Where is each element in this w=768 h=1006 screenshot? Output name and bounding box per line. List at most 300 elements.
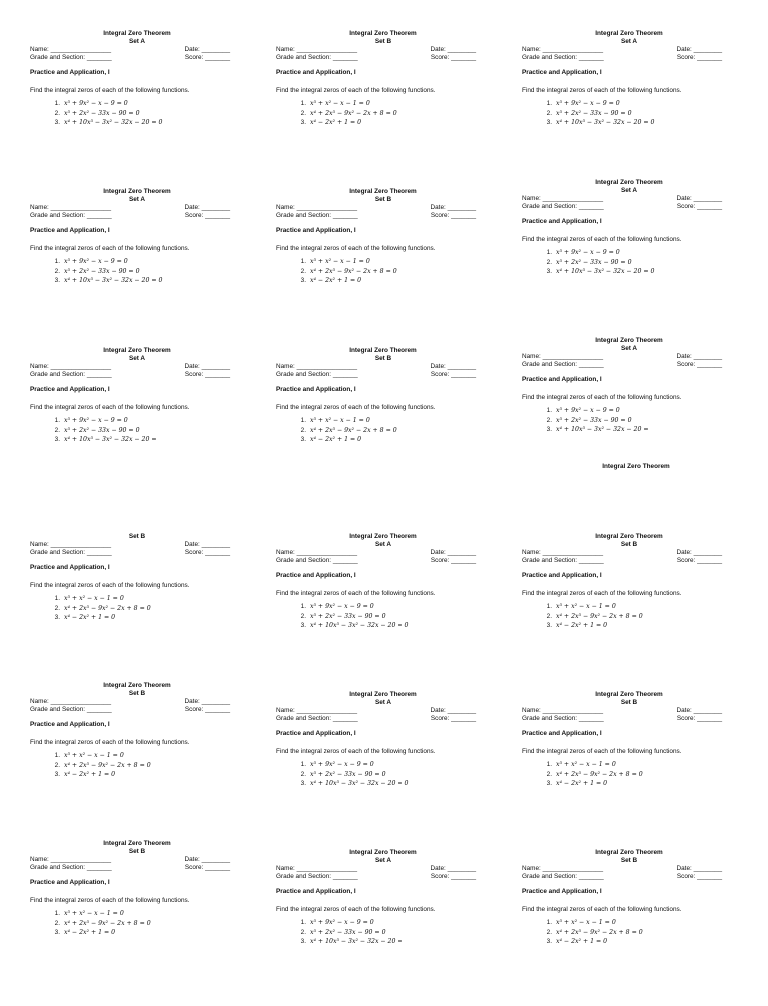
score-field: Score: _______ xyxy=(676,54,722,61)
worksheet xyxy=(276,533,476,631)
set-label: Set B xyxy=(374,355,392,362)
equation-list xyxy=(276,918,476,947)
equation-number: 3. xyxy=(546,938,552,945)
equation-text: x³ + 9x² − x − 9 = 0 xyxy=(310,603,374,610)
name-field: Name: _________________ xyxy=(30,541,112,548)
equation-item xyxy=(538,99,722,109)
equation-item xyxy=(538,258,722,268)
grade-score-row xyxy=(30,549,230,557)
instruction-text: Find the integral zeros of each of the following functions. xyxy=(30,245,190,252)
equation-text: x³ + 9x² − x − 9 = 0 xyxy=(310,919,374,926)
practice-heading: Practice and Application, I xyxy=(30,564,110,571)
practice-heading: Practice and Application, I xyxy=(522,730,602,737)
equation-item xyxy=(292,918,476,928)
equation-list xyxy=(522,918,722,947)
equation-number: 1. xyxy=(300,417,306,424)
equation-item xyxy=(46,909,230,919)
equation-number: 2. xyxy=(300,267,306,275)
sheet-title: Integral Zero Theorem xyxy=(349,849,417,856)
worksheet xyxy=(276,691,476,789)
instruction-text: Find the integral zeros of each of the following functions. xyxy=(30,897,190,904)
name-field: Name: _________________ xyxy=(522,865,604,872)
instruction-text: Find the integral zeros of each of the following functions. xyxy=(30,404,190,411)
name-date-row xyxy=(276,865,476,873)
equation-number: 3. xyxy=(300,622,306,629)
equation-item xyxy=(292,109,476,119)
equation-item xyxy=(292,416,476,426)
practice-heading: Practice and Application, I xyxy=(522,888,602,895)
sheet-title: Integral Zero Theorem xyxy=(103,188,171,195)
grade-score-row xyxy=(522,557,722,565)
grade-score-row xyxy=(30,212,230,220)
equation-text: x³ + x² − x − 1 = 0 xyxy=(556,603,616,610)
equation-number: 2. xyxy=(546,612,552,620)
practice-heading: Practice and Application, I xyxy=(276,572,356,579)
name-date-row xyxy=(276,46,476,54)
equation-text: x³ + x² − x − 1 = 0 xyxy=(64,595,124,602)
equation-list xyxy=(276,760,476,789)
equation-item xyxy=(538,928,722,938)
equation-item xyxy=(538,760,722,770)
sheet-title: Integral Zero Theorem xyxy=(349,533,417,540)
equation-item xyxy=(292,435,476,445)
instruction-text: Find the integral zeros of each of the following functions. xyxy=(30,87,190,94)
worksheet xyxy=(522,691,722,789)
grade-score-row xyxy=(522,873,722,881)
date-field: Date: ________ xyxy=(676,46,722,53)
sheet-title: Integral Zero Theorem xyxy=(595,849,663,856)
score-field: Score: _______ xyxy=(676,361,722,368)
instruction-text: Find the integral zeros of each of the following functions. xyxy=(522,906,682,913)
equation-number: 2. xyxy=(54,426,60,434)
practice-heading: Practice and Application, I xyxy=(276,730,356,737)
equation-list xyxy=(30,909,230,938)
equation-item xyxy=(46,435,230,445)
equation-list xyxy=(30,257,230,286)
grade-section-field: Grade and Section: _______ xyxy=(30,212,112,219)
name-field: Name: _________________ xyxy=(30,363,112,370)
equation-item xyxy=(538,770,722,780)
equation-text: x⁴ + 10x³ − 3x² − 32x − 20 = xyxy=(556,426,649,433)
equation-text: x³ + x² − x − 1 = 0 xyxy=(310,100,370,107)
name-field: Name: _________________ xyxy=(30,204,112,211)
equation-number: 3. xyxy=(546,268,552,275)
date-field: Date: ________ xyxy=(184,856,230,863)
equation-list xyxy=(276,416,476,445)
name-field: Name: _________________ xyxy=(276,363,358,370)
equation-number: 1. xyxy=(546,603,552,610)
grade-score-row xyxy=(276,371,476,379)
grade-score-row xyxy=(522,361,722,369)
date-field: Date: ________ xyxy=(430,707,476,714)
equation-number: 3. xyxy=(54,929,60,936)
name-field: Name: _________________ xyxy=(276,865,358,872)
equation-text: x⁴ − 2x² + 1 = 0 xyxy=(556,938,608,945)
worksheet xyxy=(522,533,722,631)
set-label: Set B xyxy=(620,699,638,706)
set-label: Set A xyxy=(620,345,638,352)
score-field: Score: _______ xyxy=(184,212,230,219)
name-field: Name: _________________ xyxy=(30,698,112,705)
date-field: Date: ________ xyxy=(676,549,722,556)
practice-heading: Practice and Application, I xyxy=(522,218,602,225)
equation-number: 2. xyxy=(54,267,60,275)
equation-number: 1. xyxy=(546,407,552,414)
equation-number: 1. xyxy=(54,595,60,602)
equation-item xyxy=(292,779,476,789)
practice-heading: Practice and Application, I xyxy=(30,227,110,234)
grade-section-field: Grade and Section: _______ xyxy=(276,557,358,564)
equation-number: 1. xyxy=(54,100,60,107)
equation-text: x⁴ + 2x³ − 9x² − 2x + 8 = 0 xyxy=(64,761,151,769)
score-field: Score: _______ xyxy=(184,706,230,713)
grade-score-row xyxy=(276,873,476,881)
set-label: Set A xyxy=(374,699,392,706)
name-date-row xyxy=(522,549,722,557)
stray-title: Integral Zero Theorem xyxy=(602,463,670,470)
equation-item xyxy=(46,604,230,614)
equation-list xyxy=(276,602,476,631)
grade-section-field: Grade and Section: _______ xyxy=(30,549,112,556)
practice-heading: Practice and Application, I xyxy=(30,721,110,728)
score-field: Score: _______ xyxy=(676,557,722,564)
score-field: Score: _______ xyxy=(184,54,230,61)
score-field: Score: _______ xyxy=(676,715,722,722)
equation-text: x³ + 9x² − x − 9 = 0 xyxy=(64,100,128,107)
score-field: Score: _______ xyxy=(184,549,230,556)
instruction-text: Find the integral zeros of each of the following functions. xyxy=(276,906,436,913)
equation-item xyxy=(538,109,722,119)
date-field: Date: ________ xyxy=(676,195,722,202)
date-field: Date: ________ xyxy=(430,46,476,53)
score-field: Score: _______ xyxy=(676,203,722,210)
equation-number: 3. xyxy=(546,780,552,787)
name-field: Name: _________________ xyxy=(30,856,112,863)
grade-section-field: Grade and Section: _______ xyxy=(522,873,604,880)
equation-text: x⁴ + 10x³ − 3x² − 32x − 20 = xyxy=(64,436,157,443)
name-field: Name: _________________ xyxy=(276,549,358,556)
grade-section-field: Grade and Section: _______ xyxy=(276,371,358,378)
worksheet xyxy=(276,849,476,947)
date-field: Date: ________ xyxy=(430,549,476,556)
date-field: Date: ________ xyxy=(430,363,476,370)
grade-score-row xyxy=(30,706,230,714)
name-date-row xyxy=(30,856,230,864)
practice-heading: Practice and Application, I xyxy=(276,888,356,895)
set-label: Set B xyxy=(128,690,146,697)
instruction-text: Find the integral zeros of each of the following functions. xyxy=(522,748,682,755)
equation-text: x⁴ + 2x³ − 9x² − 2x + 8 = 0 xyxy=(310,109,397,117)
equation-text: x³ + 2x² − 33x − 90 = 0 xyxy=(64,109,140,117)
grade-score-row xyxy=(30,54,230,62)
set-label: Set B xyxy=(620,857,638,864)
date-field: Date: ________ xyxy=(430,865,476,872)
name-date-row xyxy=(522,46,722,54)
equation-item xyxy=(538,918,722,928)
equation-item xyxy=(538,248,722,258)
name-date-row xyxy=(30,363,230,371)
practice-heading: Practice and Application, I xyxy=(276,386,356,393)
name-date-row xyxy=(276,707,476,715)
set-label: Set B xyxy=(128,848,146,855)
equation-number: 2. xyxy=(54,919,60,927)
name-date-row xyxy=(522,195,722,203)
grade-section-field: Grade and Section: _______ xyxy=(522,361,604,368)
equation-text: x³ + 9x² − x − 9 = 0 xyxy=(64,258,128,265)
equation-item xyxy=(538,406,722,416)
worksheet xyxy=(522,849,722,947)
grade-score-row xyxy=(30,371,230,379)
equation-text: x³ + 2x² − 33x − 90 = 0 xyxy=(556,109,632,117)
equation-number: 3. xyxy=(54,614,60,621)
equation-item xyxy=(46,109,230,119)
equation-number: 2. xyxy=(546,928,552,936)
name-field: Name: _________________ xyxy=(276,204,358,211)
equation-text: x⁴ + 10x³ − 3x² − 32x − 20 = 0 xyxy=(64,277,163,284)
equation-number: 3. xyxy=(300,436,306,443)
grade-section-field: Grade and Section: _______ xyxy=(30,864,112,871)
equation-item xyxy=(292,770,476,780)
equation-text: x⁴ − 2x² + 1 = 0 xyxy=(556,622,608,629)
worksheet xyxy=(30,30,230,128)
worksheet xyxy=(30,840,230,938)
worksheet xyxy=(522,179,722,277)
instruction-text: Find the integral zeros of each of the following functions. xyxy=(522,590,682,597)
equation-number: 2. xyxy=(546,109,552,117)
grade-section-field: Grade and Section: _______ xyxy=(522,715,604,722)
equation-text: x⁴ + 2x³ − 9x² − 2x + 8 = 0 xyxy=(556,770,643,778)
equation-text: x⁴ − 2x² + 1 = 0 xyxy=(64,614,116,621)
equation-text: x⁴ − 2x² + 1 = 0 xyxy=(64,929,116,936)
instruction-text: Find the integral zeros of each of the following functions. xyxy=(276,245,436,252)
equation-item xyxy=(46,276,230,286)
equation-list xyxy=(30,99,230,128)
equation-item xyxy=(538,779,722,789)
equation-text: x⁴ + 10x³ − 3x² − 32x − 20 = 0 xyxy=(64,119,163,126)
equation-item xyxy=(46,267,230,277)
equation-number: 1. xyxy=(546,919,552,926)
grade-score-row xyxy=(522,715,722,723)
equation-text: x⁴ + 10x³ − 3x² − 32x − 20 = 0 xyxy=(310,622,409,629)
name-date-row xyxy=(30,698,230,706)
equation-text: x³ + 2x² − 33x − 90 = 0 xyxy=(556,258,632,266)
equation-text: x³ + x² − x − 1 = 0 xyxy=(556,919,616,926)
equation-item xyxy=(292,267,476,277)
equation-item xyxy=(292,937,476,947)
grade-section-field: Grade and Section: _______ xyxy=(276,54,358,61)
equation-number: 3. xyxy=(300,780,306,787)
set-label: Set A xyxy=(374,541,392,548)
equation-text: x⁴ + 2x³ − 9x² − 2x + 8 = 0 xyxy=(556,928,643,936)
grade-section-field: Grade and Section: _______ xyxy=(30,706,112,713)
set-label: Set A xyxy=(374,857,392,864)
practice-heading: Practice and Application, I xyxy=(522,572,602,579)
instruction-text: Find the integral zeros of each of the following functions. xyxy=(30,582,190,589)
equation-number: 2. xyxy=(300,770,306,778)
equation-list xyxy=(522,406,722,435)
sheet-title: Integral Zero Theorem xyxy=(103,840,171,847)
name-date-row xyxy=(276,204,476,212)
equation-text: x³ + 9x² − x − 9 = 0 xyxy=(556,100,620,107)
equation-text: x³ + 9x² − x − 9 = 0 xyxy=(556,407,620,414)
worksheet xyxy=(30,347,230,445)
date-field: Date: ________ xyxy=(184,46,230,53)
equation-number: 1. xyxy=(300,603,306,610)
equation-text: x³ + x² − x − 1 = 0 xyxy=(310,258,370,265)
sheet-title: Integral Zero Theorem xyxy=(595,30,663,37)
equation-list xyxy=(276,99,476,128)
name-date-row xyxy=(276,549,476,557)
date-field: Date: ________ xyxy=(676,353,722,360)
score-field: Score: _______ xyxy=(430,715,476,722)
set-label: Set A xyxy=(128,38,146,45)
grade-section-field: Grade and Section: _______ xyxy=(276,873,358,880)
equation-text: x⁴ − 2x² + 1 = 0 xyxy=(310,277,362,284)
set-label: Set B xyxy=(374,38,392,45)
equation-list xyxy=(30,751,230,780)
equation-list xyxy=(522,760,722,789)
equation-number: 1. xyxy=(54,258,60,265)
grade-section-field: Grade and Section: _______ xyxy=(522,54,604,61)
equation-text: x³ + 2x² − 33x − 90 = 0 xyxy=(556,416,632,424)
name-date-row xyxy=(30,46,230,54)
equation-item xyxy=(292,760,476,770)
equation-item xyxy=(292,426,476,436)
date-field: Date: ________ xyxy=(184,541,230,548)
score-field: Score: _______ xyxy=(430,54,476,61)
equation-text: x⁴ − 2x² + 1 = 0 xyxy=(310,436,362,443)
equation-text: x⁴ + 2x³ − 9x² − 2x + 8 = 0 xyxy=(556,612,643,620)
equation-item xyxy=(292,118,476,128)
score-field: Score: _______ xyxy=(184,864,230,871)
equation-list xyxy=(522,99,722,128)
sheet-title: Integral Zero Theorem xyxy=(595,533,663,540)
grade-section-field: Grade and Section: _______ xyxy=(276,715,358,722)
set-label: Set A xyxy=(128,196,146,203)
instruction-text: Find the integral zeros of each of the following functions. xyxy=(276,404,436,411)
equation-number: 2. xyxy=(546,416,552,424)
equation-number: 3. xyxy=(300,938,306,945)
equation-number: 3. xyxy=(300,277,306,284)
name-field: Name: _________________ xyxy=(522,353,604,360)
grade-score-row xyxy=(276,212,476,220)
equation-number: 2. xyxy=(54,761,60,769)
grade-score-row xyxy=(276,557,476,565)
set-label: Set A xyxy=(620,187,638,194)
instruction-text: Find the integral zeros of each of the following functions. xyxy=(276,748,436,755)
equation-number: 1. xyxy=(300,258,306,265)
equation-number: 2. xyxy=(546,258,552,266)
score-field: Score: _______ xyxy=(430,557,476,564)
equation-item xyxy=(538,267,722,277)
name-field: Name: _________________ xyxy=(522,549,604,556)
equation-item xyxy=(292,276,476,286)
set-label: Set B xyxy=(620,541,638,548)
equation-item xyxy=(538,621,722,631)
grade-score-row xyxy=(522,54,722,62)
worksheet xyxy=(276,347,476,445)
grade-section-field: Grade and Section: _______ xyxy=(522,557,604,564)
worksheet xyxy=(522,337,722,435)
set-label: Set B xyxy=(374,196,392,203)
equation-item xyxy=(46,416,230,426)
equation-text: x³ + 2x² − 33x − 90 = 0 xyxy=(64,267,140,275)
equation-list xyxy=(276,257,476,286)
instruction-text: Find the integral zeros of each of the following functions. xyxy=(522,87,682,94)
grade-section-field: Grade and Section: _______ xyxy=(30,54,112,61)
equation-list xyxy=(30,416,230,445)
practice-heading: Practice and Application, I xyxy=(522,69,602,76)
name-date-row xyxy=(522,707,722,715)
equation-number: 1. xyxy=(54,910,60,917)
equation-text: x⁴ + 2x³ − 9x² − 2x + 8 = 0 xyxy=(64,604,151,612)
score-field: Score: _______ xyxy=(430,873,476,880)
equation-number: 3. xyxy=(546,119,552,126)
sheet-title: Integral Zero Theorem xyxy=(103,682,171,689)
grade-score-row xyxy=(276,54,476,62)
equation-item xyxy=(292,621,476,631)
equation-text: x³ + 2x² − 33x − 90 = 0 xyxy=(310,612,386,620)
equation-text: x³ + x² − x − 1 = 0 xyxy=(64,910,124,917)
equation-text: x³ + 2x² − 33x − 90 = 0 xyxy=(310,770,386,778)
equation-text: x⁴ − 2x² + 1 = 0 xyxy=(64,771,116,778)
equation-text: x³ + x² − x − 1 = 0 xyxy=(310,417,370,424)
equation-text: x³ + 9x² − x − 9 = 0 xyxy=(310,761,374,768)
equation-item xyxy=(46,613,230,623)
sheet-title: Integral Zero Theorem xyxy=(349,188,417,195)
equation-item xyxy=(46,257,230,267)
name-date-row xyxy=(30,541,230,549)
grade-section-field: Grade and Section: _______ xyxy=(30,371,112,378)
equation-number: 3. xyxy=(54,277,60,284)
date-field: Date: ________ xyxy=(184,363,230,370)
sheet-title: Integral Zero Theorem xyxy=(595,691,663,698)
equation-number: 2. xyxy=(300,928,306,936)
equation-list xyxy=(30,594,230,623)
score-field: Score: _______ xyxy=(430,212,476,219)
name-field: Name: _________________ xyxy=(522,46,604,53)
practice-heading: Practice and Application, I xyxy=(522,376,602,383)
practice-heading: Practice and Application, I xyxy=(30,386,110,393)
equation-text: x³ + x² − x − 1 = 0 xyxy=(64,752,124,759)
grade-section-field: Grade and Section: _______ xyxy=(522,203,604,210)
name-field: Name: _________________ xyxy=(522,195,604,202)
name-date-row xyxy=(522,353,722,361)
worksheet xyxy=(30,682,230,780)
date-field: Date: ________ xyxy=(184,698,230,705)
equation-text: x³ + 9x² − x − 9 = 0 xyxy=(64,417,128,424)
equation-number: 1. xyxy=(546,761,552,768)
equation-item xyxy=(538,416,722,426)
date-field: Date: ________ xyxy=(676,707,722,714)
equation-item xyxy=(46,594,230,604)
equation-item xyxy=(292,602,476,612)
equation-number: 3. xyxy=(54,771,60,778)
equation-item xyxy=(538,118,722,128)
set-label: Set B xyxy=(128,533,146,540)
score-field: Score: _______ xyxy=(184,371,230,378)
equation-item xyxy=(292,257,476,267)
equation-text: x⁴ + 10x³ − 3x² − 32x − 20 = xyxy=(310,938,403,945)
equation-number: 3. xyxy=(54,119,60,126)
date-field: Date: ________ xyxy=(676,865,722,872)
equation-text: x³ + 2x² − 33x − 90 = 0 xyxy=(310,928,386,936)
equation-text: x⁴ − 2x² + 1 = 0 xyxy=(556,780,608,787)
sheet-title: Integral Zero Theorem xyxy=(595,337,663,344)
instruction-text: Find the integral zeros of each of the following functions. xyxy=(522,394,682,401)
equation-number: 2. xyxy=(54,604,60,612)
equation-text: x⁴ + 10x³ − 3x² − 32x − 20 = 0 xyxy=(556,119,655,126)
